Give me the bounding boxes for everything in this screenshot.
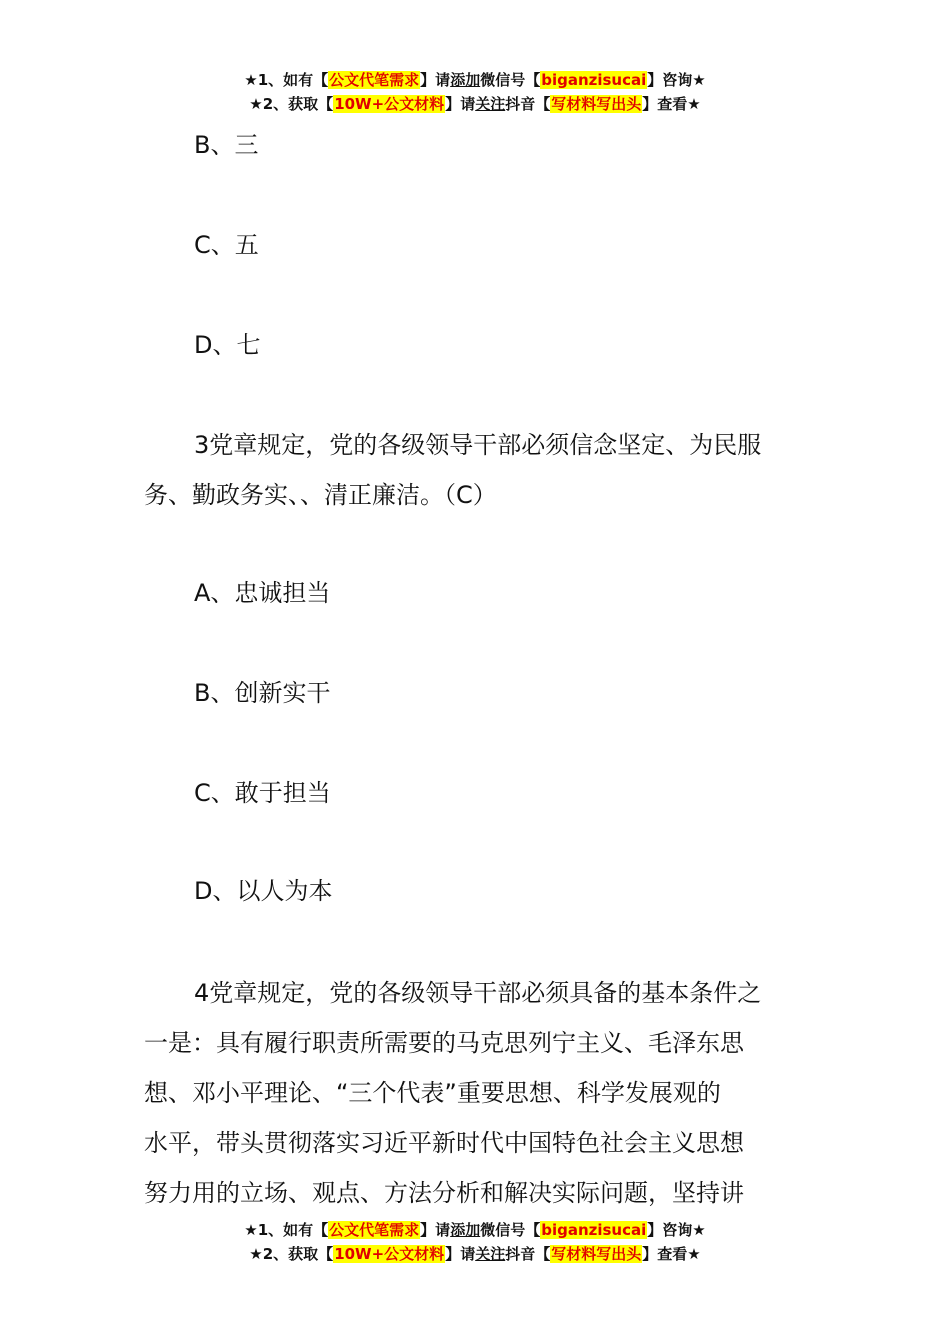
q4-line: 努力用的立场、观点、方法分析和解决实际问题，坚持讲 [144, 1179, 744, 1207]
banner-text: 】请 [420, 1221, 451, 1239]
banner-underlined-text: 关注 [475, 95, 506, 113]
banner-text: 】请 [445, 1245, 476, 1263]
banner-text: 】请 [420, 71, 451, 89]
banner-line-2 [0, 92, 950, 116]
banner-wechat-id: biganzisucai [541, 1221, 647, 1239]
banner-text: ★1、如有【 [244, 71, 329, 89]
banner-text: 】查看★ [642, 95, 701, 113]
q3-stem [144, 420, 810, 520]
banner-text: 】请 [445, 95, 476, 113]
banner-douyin-account: 写材料写出头 [551, 95, 642, 113]
q3-option-b: B、创新实干 [194, 679, 331, 707]
banner-text: 抖音【 [505, 1245, 551, 1263]
q2-option-d: D、七 [194, 331, 261, 359]
banner-highlight: 公文代笔需求 [329, 1221, 420, 1239]
banner-highlight: 10W+公文材料 [334, 95, 445, 113]
banner-highlight: 10W+公文材料 [334, 1245, 445, 1263]
banner-text: 】咨询★ [647, 1221, 706, 1239]
q4-line: 4党章规定，党的各级领导干部必须具备的基本条件之 [194, 979, 762, 1007]
q3-option-d: D、以人为本 [194, 877, 333, 905]
q4-line: 一是：具有履行职责所需要的马克思列宁主义、毛泽东思 [144, 1029, 744, 1057]
q3-option-a: A、忠诚担当 [194, 579, 331, 607]
banner-douyin-account: 写材料写出头 [551, 1245, 642, 1263]
banner-text: 微信号【 [480, 71, 541, 89]
banner-line-1 [0, 68, 950, 92]
banner-line-2 [0, 1242, 950, 1266]
banner-underlined-text: 添加 [450, 71, 481, 89]
banner-text: 抖音【 [505, 95, 551, 113]
q3-line-2: 务、勤政务实、、清正廉洁。（C） [144, 481, 497, 509]
banner-text: ★2、获取【 [249, 1245, 334, 1263]
banner-text: 】查看★ [642, 1245, 701, 1263]
q3-option-c: C、敢于担当 [194, 779, 331, 807]
q4-line: 水平，带头贯彻落实习近平新时代中国特色社会主义思想 [144, 1129, 744, 1157]
footer-banner [0, 1218, 950, 1266]
header-banner [0, 68, 950, 116]
banner-line-1 [0, 1218, 950, 1242]
banner-text: ★2、获取【 [249, 95, 334, 113]
banner-wechat-id: biganzisucai [541, 71, 647, 89]
banner-underlined-text: 添加 [450, 1221, 481, 1239]
q4-stem [144, 968, 810, 1218]
q4-line: 想、邓小平理论、“三个代表”重要思想、科学发展观的 [144, 1079, 721, 1107]
q2-option-c: C、五 [194, 231, 259, 259]
banner-text: ★1、如有【 [244, 1221, 329, 1239]
q3-line-1: 3党章规定，党的各级领导干部必须信念坚定、为民服 [194, 431, 762, 459]
banner-text: 微信号【 [480, 1221, 541, 1239]
banner-underlined-text: 关注 [475, 1245, 506, 1263]
banner-text: 】咨询★ [647, 71, 706, 89]
q2-option-b: B、三 [194, 131, 259, 159]
banner-highlight: 公文代笔需求 [329, 71, 420, 89]
